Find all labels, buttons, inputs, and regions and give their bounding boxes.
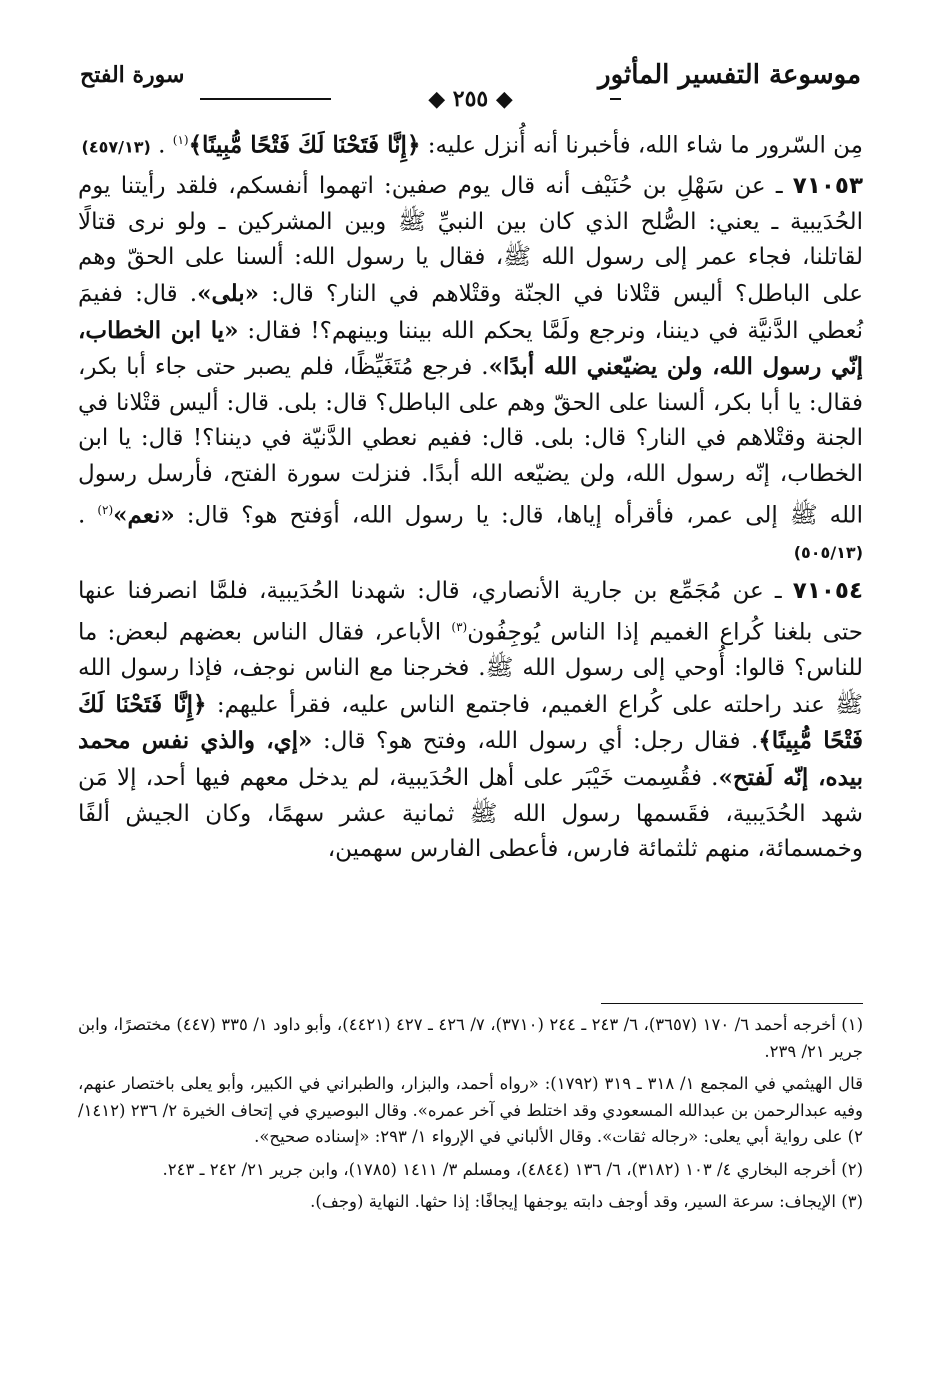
text: . فقُسِمت خَيْبَر على أهل الحُدَيبية، لم يدخل معهم فيها أحد، إلا مَن شهد الحُدَيبية، فقَسمها رسول الله ﷺ ثمانية عشر سهمًا، وكان الجيش ألفًا وخمسمائة، منهم ثلثمائة فارس، فأعطى الفارس سهمين، [78, 765, 863, 863]
text: . فرجع مُتَغَيِّظًا، فلم يصبر حتى جاء أبا بكر، فقال: يا أبا بكر، ألسنا على الحقّ وهم على الباطل؟ قال: بلى. قال: أليس قتْلانا في الجنة وقتْلاهم في النار؟ قال: بلى. قال: ففيم نعطي الدَّنيّة في ديننا؟! قال: يا ابن الخطاب، إنّه رسول الله، ولن يضيّعه الله أبدًا. فنزلت سورة الفتح، فأرسل رسول الله ﷺ إلى عمر، فأقرأه إياها، قال: يا رسول الله، أوَفتح هو؟ قال: [78, 354, 863, 529]
header-rule-right [610, 98, 621, 100]
text: . فقال رجل: أي رسول الله، وفتح هو؟ قال: [312, 728, 759, 755]
hadith-entry [78, 169, 863, 570]
volume-reference: (٥٠٥/١٣) [793, 542, 863, 562]
main-text [78, 123, 863, 872]
footnote-3: (٣) الإيجاف: سرعة السير، وقد أوجف دابته يوجفها إيجافًا: إذا حثها. النهاية (وجف). [310, 1192, 863, 1211]
prophet-quote: «بلى» [197, 280, 260, 308]
footnote-2: (٢) أخرجه البخاري ٤/ ١٠٣ (٣١٨٢)، ٦/ ١٣٦ (٤٨٤٤)، ومسلم ٣/ ١٤١١ (١٧٨٥)، وابن جرير ٢١/ ٢٤٢ ـ ٢٤٣. [162, 1159, 863, 1179]
text: مِن السّرور ما شاء الله، فأخبرنا أنه أُنزل عليه: [420, 132, 863, 159]
entry-number: ٧١٠٥٣ [792, 173, 863, 200]
hadith-entry [78, 574, 863, 867]
footnote-marker[interactable]: (٣) [451, 620, 468, 635]
footnote-marker[interactable]: (١) [172, 133, 189, 147]
paragraph-continuation [78, 123, 863, 165]
prophet-quote: «نعم» [113, 501, 175, 529]
text: . قال: ففيمَ نُعطي الدَّنيَّة في ديننا، ونرجع ولَمَّا يحكم الله بيننا وبينهم؟! فقال: [78, 281, 863, 344]
page-number [418, 86, 523, 112]
entry-number: ٧١٠٥٤ [792, 578, 863, 605]
quran-verse: ﴿إِنَّا فَتَحْنَا لَكَ فَتْحًا مُّبِينًا﴾ [78, 690, 863, 755]
footnote-marker[interactable]: (٢) [97, 502, 114, 517]
text: الأباعر، فقال الناس بعضهم لبعض: ما للناس؟ قالوا: أُوحي إلى رسول الله ﷺ. فخرجنا مع الناس نوجف، فإذا رسول الله ﷺ عند راحلته على كُراع الغميم، فاجتمع الناس عليه، فقرأ عليهم: [78, 619, 863, 718]
volume-reference: (٤٥٧/١٣) [81, 137, 151, 157]
footnote-1-comment: قال الهيثمي في المجمع ١/ ٣١٨ ـ ٣١٩ (١٧٩٢): «رواه أحمد، والبزار، والطبراني في الكبير، وأبو يعلى باختصار عنهم، وفيه عبدالرحمن بن عبدالله المسعودي وقد اختلط في آخر عمره». وقال البوصيري في إتحاف الخيرة ٢/ ٢٣٦ (١٤١٢/ ٢) على رواية أبي يعلى: «رجاله ثقات». وقال الألباني في الإرواء ١/ ٢٩٣: «إسناده صحيح». [78, 1074, 863, 1146]
page-number-ornament: ◆ [428, 86, 453, 112]
footnote-1: (١) أخرجه أحمد ٦/ ١٧٠ (٣٦٥٧)، ٦/ ٢٤٣ ـ ٢٤٤ (٣٧١٠)، ٧/ ٤٢٦ ـ ٤٢٧ (٤٤٢١)، وأبو داود ١/ ٣٣٥ (٤٤٧) مختصرًا، وابن جرير ٢١/ ٢٣٩. [78, 1015, 864, 1061]
prophet-quote: «إي، والذي نفس محمد بيده، إنّه لَفتح» [78, 727, 863, 792]
book-title: موسوعة التفسير المأثور [598, 60, 861, 90]
page-header [80, 60, 861, 110]
text: ـ عن سَهْلِ بن حُنَيْف أنه قال يوم صفين: اتهموا أنفسكم، فلقد رأيتنا يوم الحُدَيبية ـ يعني: الصُّلح الذي كان بين النبيِّ ﷺ وبين المشركين ـ ولو نرى قتالًا لقاتلنا، فجاء عمر إلى رسول الله ﷺ، فقال يا رسول الله: ألسنا على الحقّ وهم على الباطل؟ أليس قتْلانا في الجنّة وقتْلاهم في النار؟ قال: [78, 173, 863, 308]
text: ـ عن مُجَمِّع بن جارية الأنصاري، قال: شهدنا الحُدَيبية، فلمَّا انصرفنا عنها حتى بلغنا كُراع الغميم إذا الناس يُوجِفُون [78, 578, 863, 646]
quran-verse: ﴿إِنَّا فَتَحْنَا لَكَ فَتْحًا مُّبِينًا﴾ [188, 131, 421, 159]
text: . [78, 502, 98, 529]
footnotes [78, 1012, 863, 1222]
footnote-separator [601, 1003, 863, 1004]
surah-title: سورة الفتح [80, 62, 185, 88]
page-number-ornament: ◆ [488, 86, 513, 112]
text: . [150, 132, 173, 159]
header-rule-left [200, 98, 331, 100]
page-number-value: ٢٥٥ [452, 86, 489, 112]
prophet-quote: «يا ابن الخطاب، إنّي رسول الله، ولن يضيّعني الله أبدًا» [78, 316, 863, 381]
